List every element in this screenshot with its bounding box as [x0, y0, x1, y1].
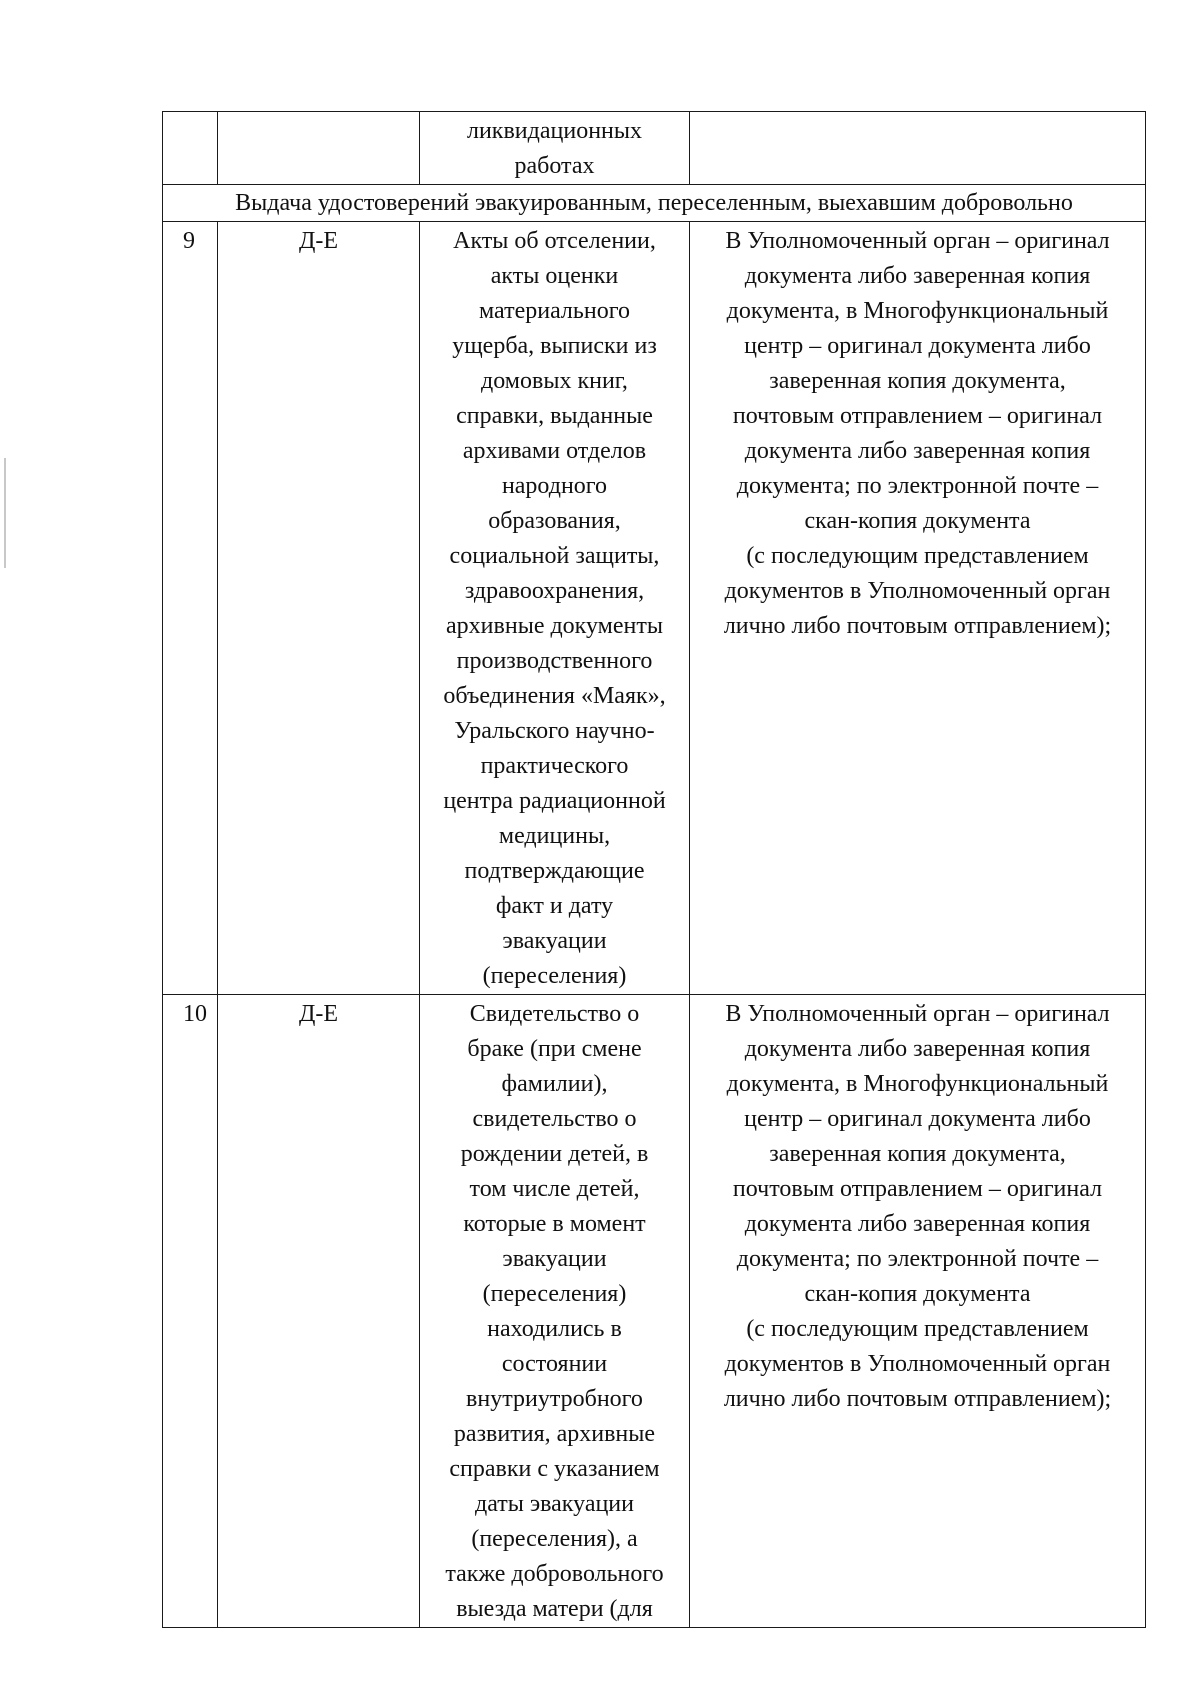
submission-method-text	[690, 112, 1145, 114]
table-row	[163, 995, 1146, 1628]
text-line: медицины,	[498, 823, 611, 849]
text-line: документа либо заверенная копия	[744, 263, 1091, 289]
text-line: скан-копия документа	[804, 1281, 1031, 1307]
text-line: которые в момент	[463, 1211, 646, 1237]
text-line: здравоохранения,	[464, 578, 645, 604]
row-number-cell: 9	[163, 222, 218, 995]
text-line: работах	[514, 153, 595, 179]
text-line: домовых книг,	[481, 368, 628, 394]
text-line: народного	[501, 473, 608, 499]
text-line: факт и дату	[495, 893, 614, 919]
text-line: лично либо почтовым отправлением);	[723, 613, 1112, 639]
text-line: внутриутробного	[466, 1386, 643, 1412]
text-line: подтверждающие	[464, 858, 645, 884]
row-number-cell	[163, 112, 218, 185]
table-row	[163, 222, 1146, 995]
requirements-table	[162, 111, 1146, 1628]
documents-cell	[420, 995, 690, 1628]
documents-cell	[420, 112, 690, 185]
text-line: том числе детей,	[469, 1176, 640, 1202]
submission-method-cell	[690, 222, 1146, 995]
text-line: справки, выданные	[456, 403, 653, 429]
text-line: акты оценки	[490, 263, 619, 289]
text-line: лично либо почтовым отправлением);	[723, 1386, 1112, 1412]
text-line: социальной защиты,	[449, 543, 660, 569]
text-line: практического	[480, 753, 629, 779]
text-line: (с последующим представлением	[746, 1316, 1089, 1342]
text-line: заверенная копия документа,	[769, 1141, 1066, 1167]
text-line: развития, архивные	[453, 1421, 656, 1447]
text-line: образования,	[488, 508, 621, 534]
text-line: почтовым отправлением – оригинал	[732, 403, 1103, 429]
text-line: (переселения)	[482, 1281, 627, 1307]
section-heading: Выдача удостоверений эвакуированным, переселенным, выехавшим добровольно	[163, 185, 1146, 222]
text-line: документа либо заверенная копия	[744, 1211, 1091, 1237]
text-line: рождении детей, в	[460, 1141, 649, 1167]
category-code-cell: Д-Е	[218, 222, 420, 995]
text-line: даты эвакуации	[474, 1491, 634, 1517]
text-line: архивами отделов	[462, 438, 647, 464]
section-heading-row	[163, 185, 1146, 222]
submission-method-text	[690, 222, 1145, 644]
text-line: документов в Уполномоченный орган	[724, 578, 1111, 604]
documents-cell	[420, 222, 690, 995]
table-row	[163, 112, 1146, 185]
documents-text	[420, 995, 689, 1627]
text-line: выезда матери (для	[456, 1596, 653, 1622]
text-line: документа; по электронной почте –	[736, 473, 1099, 499]
text-line: эвакуации	[502, 928, 607, 954]
text-line: заверенная копия документа,	[769, 368, 1066, 394]
text-line: эвакуации	[502, 1246, 607, 1272]
text-line: Свидетельство о	[469, 1001, 640, 1027]
text-line: также добровольного	[445, 1561, 664, 1587]
text-line: документа; по электронной почте –	[736, 1246, 1099, 1272]
text-line: ликвидационных	[466, 118, 643, 144]
submission-method-cell	[690, 995, 1146, 1628]
text-line: (переселения), а	[471, 1526, 638, 1552]
text-line: скан-копия документа	[804, 508, 1031, 534]
text-line: (с последующим представлением	[746, 543, 1089, 569]
text-line: документа либо заверенная копия	[744, 1036, 1091, 1062]
documents-text	[420, 112, 689, 184]
text-line: материального	[479, 298, 630, 324]
text-line: центр – оригинал документа либо	[744, 333, 1091, 359]
text-line: документов в Уполномоченный орган	[724, 1351, 1111, 1377]
text-line: архивные документы	[446, 613, 663, 639]
row-number-cell: 10	[163, 995, 218, 1628]
text-line: центра радиационной	[443, 788, 666, 814]
text-line: производственного	[456, 648, 653, 674]
text-line: почтовым отправлением – оригинал	[732, 1176, 1103, 1202]
text-line: ущерба, выписки из	[452, 333, 657, 359]
text-line: документа, в Многофункциональный	[726, 1071, 1109, 1097]
text-line: Акты об отселении,	[453, 228, 656, 254]
text-line: фамилии),	[501, 1071, 608, 1097]
category-code-cell	[218, 112, 420, 185]
text-line: документа, в Многофункциональный	[726, 298, 1109, 324]
documents-text	[420, 222, 689, 994]
text-line: браке (при смене	[467, 1036, 642, 1062]
text-line: Уральского научно-	[454, 718, 655, 744]
submission-method-cell	[690, 112, 1146, 185]
text-line: справки с указанием	[449, 1456, 660, 1482]
text-line: объединения «Маяк»,	[443, 683, 666, 709]
text-line: состоянии	[501, 1351, 608, 1377]
scan-margin-mark	[4, 458, 6, 568]
category-code-cell: Д-Е	[218, 995, 420, 1628]
submission-method-text	[690, 995, 1145, 1417]
text-line: (переселения)	[482, 963, 627, 989]
text-line: центр – оригинал документа либо	[744, 1106, 1091, 1132]
text-line: В Уполномоченный орган – оригинал	[725, 1001, 1110, 1027]
text-line: документа либо заверенная копия	[744, 438, 1091, 464]
text-line: В Уполномоченный орган – оригинал	[725, 228, 1110, 254]
text-line: свидетельство о	[472, 1106, 637, 1132]
text-line: находились в	[487, 1316, 622, 1342]
